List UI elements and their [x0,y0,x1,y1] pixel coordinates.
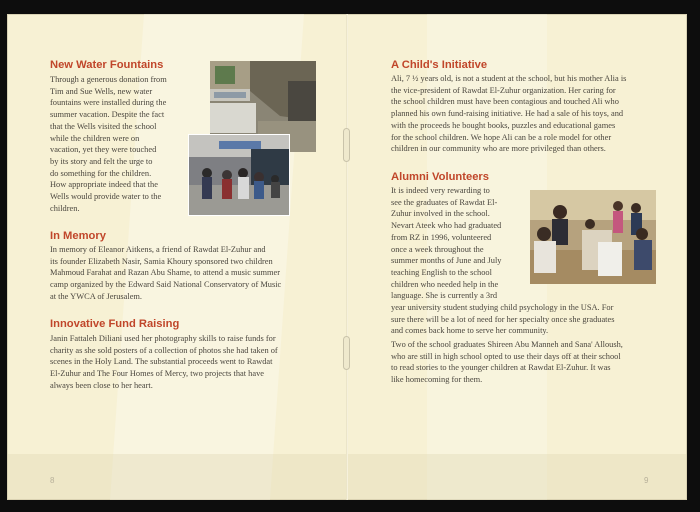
text-line: sure there will be a lot of need for her specialty once she graduates [391,314,615,324]
volunteers-photo [530,190,656,284]
text-line: Mahmoud Farahat and Razan Abu Shame, to attend a music summer [50,268,281,278]
text-line: see the graduates of Rawdat El- [391,197,498,207]
text-line: Two of the school graduates Shireen Abu Manneh and Sana' Alloush, [391,340,623,349]
text-line: Tim and Sue Wells, new water [50,86,153,96]
text-line: the school children must have been contagious and touched Ali who [391,97,619,107]
text-line: by its story and felt the urge to [50,156,153,166]
text-line: Nevart Ateek who had graduated [391,221,502,231]
text-line: Through a generous donation from [50,75,167,84]
staple [343,336,350,370]
text-line: year university student studying child psychology in the USA. For [391,303,614,312]
text-line: language. She is currently a 3rd [391,291,498,301]
text-line: once a week throughout the [391,244,484,254]
text-line: its founder Elizabeth Nasir, Samia Khoury sponsored two children [50,256,273,266]
staple [343,128,350,162]
text-line: teaching English to the school [391,267,492,277]
text-line: the vice-president of Rawdat El-Zuhur organization. Her caring for [391,85,616,95]
section-heading-in-memory: In Memory [50,230,106,242]
text-line: children. [50,203,80,213]
text-line: It is indeed very rewarding to [391,186,490,195]
text-line: summer months of June and July [391,256,502,266]
text-line: to read stories to the younger children at Rawdat El-Zuhur. It was [391,363,611,373]
alumni-volunteers-text-continued [391,302,650,337]
fund-raising-text [50,333,308,392]
page-gutter [346,14,348,500]
section-heading-alumni-volunteers: Alumni Volunteers [391,171,490,183]
text-line: children who needed help in the [391,279,499,289]
text-line: who are still in high school opted to use their days off at their school [391,351,621,361]
booklet-spread [7,14,687,500]
text-line: Zuhur involved in the school. [391,209,490,219]
text-line: for the school children. We hope Ali can be a role model for other [391,132,612,142]
text-line: do something for the children. [50,168,152,178]
section-heading-fund-raising: Innovative Fund Raising [50,318,180,330]
in-memory-text [50,244,308,303]
children-fountain-photo [188,134,290,216]
text-line: planned his own fund-raising initiative. He had a sale of his toys, and [391,109,624,119]
text-line: at the YWCA of Jerusalem. [50,291,143,301]
text-line: that the Wells visited the school [50,121,157,131]
page-number: 8 [50,476,55,485]
text-line: Ali, 7 ½ years old, is not a student at the school, but his mother Alia is [391,74,627,83]
text-line: fountains were installed during the [50,98,167,108]
text-line: while the children were on [50,133,140,143]
text-line: In memory of Eleanor Aitkens, a friend of Rawdat El-Zuhur and [50,245,266,254]
water-fountains-text [50,74,202,214]
text-line: Wells would provide water to the [50,192,162,202]
text-line: summer vacation. Despite the fact [50,110,165,120]
alumni-readers-text [391,339,650,386]
text-line: camp organized by the Edward Said National Conservatory of Music [50,280,282,290]
text-line: from RZ in 1996, volunteered [391,232,492,242]
section-heading-childs-initiative: A Child's Initiative [391,59,488,71]
childs-initiative-text [391,73,650,155]
text-line: charity as she sold posters of a collection of photos she had taken of [50,345,278,355]
page-number: 9 [644,476,649,485]
text-line: children in our community who are more privileged than others. [391,144,606,154]
alumni-volunteers-text [391,185,519,302]
text-line: vacation, yet they were touched [50,145,157,155]
text-line: always been close to her heart. [50,380,153,390]
text-line: Janin Fattaleh Diliani used her photography skills to raise funds for [50,334,276,343]
text-line: scenes in the Holy Land. The substantial proceeds went to Rawdat [50,357,273,367]
text-line: with the proceeds he bought books, puzzles and educational games [391,120,616,130]
text-line: El-Zuhur and The Four Homes of Mercy, two projects that have [50,369,264,379]
text-line: How appropriate indeed that the [50,180,158,190]
text-line: like homecoming for them. [391,375,483,385]
text-line: and comes back home to serve her community. [391,326,549,336]
section-heading-water-fountains: New Water Fountains [50,59,164,71]
